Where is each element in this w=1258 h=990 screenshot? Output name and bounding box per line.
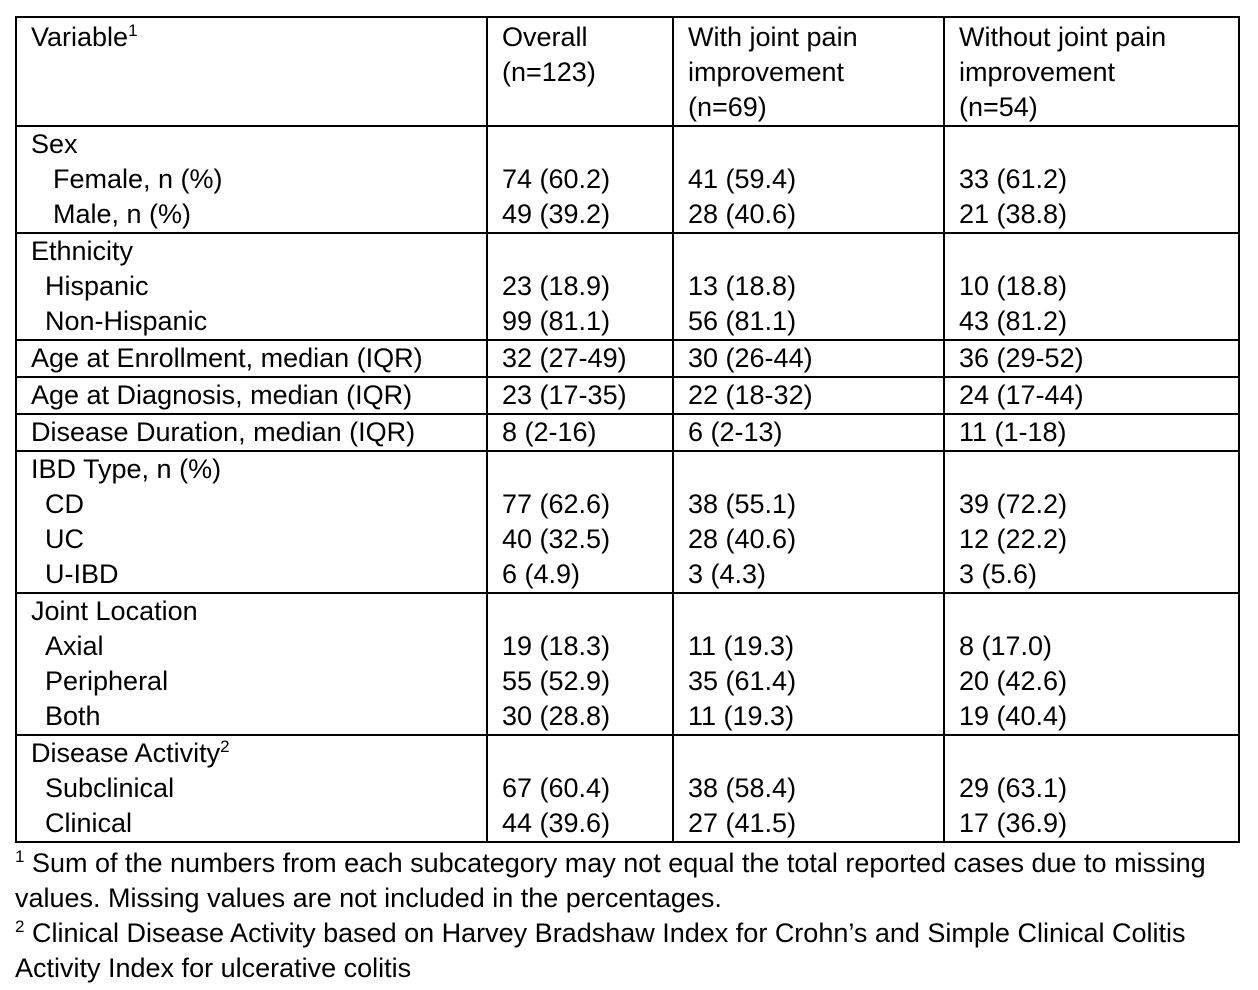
group-title: Disease Activity$^2$	[31, 737, 230, 768]
overall-cell: 32 (27-49)	[487, 340, 673, 377]
with-cell: 38 (58.4) 27 (41.5)	[673, 735, 944, 842]
table-row-age-enrollment	[16, 340, 1239, 377]
overall-cell: 74 (60.2) 49 (39.2)	[487, 126, 673, 233]
with-cell: 22 (18-32)	[673, 377, 944, 414]
with-cell: 6 (2-13)	[673, 414, 944, 451]
overall-cell: 23 (17-35)	[487, 377, 673, 414]
group-title: Ethnicity	[31, 236, 134, 266]
table-row-sex	[16, 126, 1239, 233]
footnote-marker: 2	[220, 737, 230, 756]
overall-cell: 23 (18.9) 99 (81.1)	[487, 233, 673, 340]
without-cell: 29 (63.1) 17 (36.9)	[944, 735, 1239, 842]
table-row-disease-duration	[16, 414, 1239, 451]
without-cell: 33 (61.2) 21 (38.8)	[944, 126, 1239, 233]
table-row-ibd-type	[16, 451, 1239, 593]
without-cell: 36 (29-52)	[944, 340, 1239, 377]
without-cell: 39 (72.2) 12 (22.2) 3 (5.6)	[944, 451, 1239, 593]
variable-cell: Joint Location Axial Peripheral Both	[16, 593, 487, 735]
with-cell: 41 (59.4) 28 (40.6)	[673, 126, 944, 233]
with-cell: 13 (18.8) 56 (81.1)	[673, 233, 944, 340]
header-without-improvement: Without joint pain improvement (n=54)	[944, 17, 1239, 126]
variable-cell: Age at Enrollment, median (IQR)	[16, 340, 487, 377]
overall-cell: 8 (2-16)	[487, 414, 673, 451]
table-row-age-diagnosis	[16, 377, 1239, 414]
table-row-disease-activity	[16, 735, 1239, 842]
footnotes	[15, 846, 1238, 986]
overall-cell: 67 (60.4) 44 (39.6)	[487, 735, 673, 842]
without-cell: 24 (17-44)	[944, 377, 1239, 414]
with-cell: 30 (26-44)	[673, 340, 944, 377]
variable-cell: Age at Diagnosis, median (IQR)	[16, 377, 487, 414]
footnote-marker: 1	[128, 21, 138, 40]
header-variable: Variable$^1$	[16, 17, 487, 126]
with-cell: 11 (19.3) 35 (61.4) 11 (19.3)	[673, 593, 944, 735]
variable-cell: Sex Female, n (%) Male, n (%)	[16, 126, 487, 233]
overall-cell: 19 (18.3) 55 (52.9) 30 (28.8)	[487, 593, 673, 735]
overall-cell: 77 (62.6) 40 (32.5) 6 (4.9)	[487, 451, 673, 593]
table-row-joint-location	[16, 593, 1239, 735]
group-title: Joint Location	[31, 596, 198, 626]
variable-cell: IBD Type, n (%) CD UC U-IBD	[16, 451, 487, 593]
variable-cell: Disease Activity$^2$ Subclinical Clinical	[16, 735, 487, 842]
header-overall: Overall (n=123)	[487, 17, 673, 126]
without-cell: 8 (17.0) 20 (42.6) 19 (40.4)	[944, 593, 1239, 735]
group-title: Sex	[31, 129, 78, 159]
table-container	[15, 16, 1238, 986]
footnote-2: $^2$ Clinical Disease Activity based on Harvey Bradshaw Index for Crohn’s and Simple Clinical Colitis Activity Index for ulcerative colitis	[15, 917, 1186, 983]
footnote-1: $^1$ Sum of the numbers from each subcategory may not equal the total reported cases due to missing values. Missing values are not included in the percentages.	[15, 847, 1206, 913]
header-row	[16, 17, 1239, 126]
without-cell: 11 (1-18)	[944, 414, 1239, 451]
with-cell: 38 (55.1) 28 (40.6) 3 (4.3)	[673, 451, 944, 593]
group-title: IBD Type, n (%)	[31, 454, 222, 484]
demographics-table	[15, 16, 1240, 843]
without-cell: 10 (18.8) 43 (81.2)	[944, 233, 1239, 340]
variable-cell: Disease Duration, median (IQR)	[16, 414, 487, 451]
table-row-ethnicity	[16, 233, 1239, 340]
header-with-improvement: With joint pain improvement (n=69)	[673, 17, 944, 126]
variable-cell: Ethnicity Hispanic Non-Hispanic	[16, 233, 487, 340]
